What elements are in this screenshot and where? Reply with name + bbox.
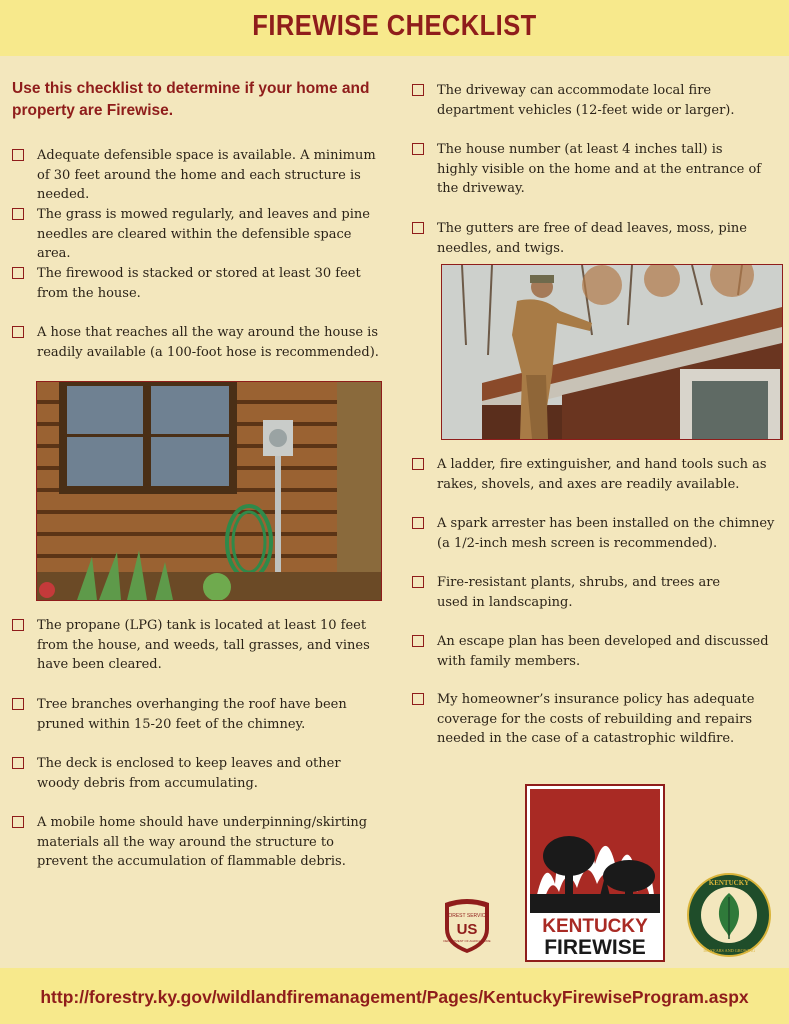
division-of-forestry-seal [687, 873, 771, 957]
checkbox[interactable] [12, 208, 24, 220]
checklist-item[interactable]: The firewood is stacked or stored at least 30 feet from the house. [12, 264, 382, 303]
checkbox[interactable] [12, 267, 24, 279]
checklist-item[interactable]: My homeowner’s insurance policy has adequate coverage for the costs of rebuilding and repairs needed in the case of a catastrophic wildfire. [412, 690, 782, 749]
checklist-item[interactable]: The driveway can accommodate local fire department vehicles (12-feet wide or larger). [412, 81, 782, 120]
seal-bottom-text: 100 YEARS AND GROWING [702, 948, 756, 953]
usfs-bottom-text: DEPARTMENT OF AGRICULTURE [443, 939, 491, 943]
checklist-item[interactable]: A spark arrester has been installed on the chimney (a 1/2-inch mesh screen is recommended). [412, 514, 782, 553]
seal-top-text: KENTUCKY [708, 879, 750, 887]
checklist-item[interactable]: The propane (LPG) tank is located at least 10 feet from the house, and weeds, tall grasses, and vines have been cleared. [12, 616, 382, 675]
kentucky-firewise-logo [525, 784, 665, 962]
checklist-item[interactable]: The gutters are free of dead leaves, moss, pine needles, and twigs. [412, 219, 772, 258]
checklist-item[interactable]: Adequate defensible space is available. A minimum of 30 feet around the home and each structure is needed. [12, 146, 382, 205]
firewise-logo-line1: KENTUCKY [542, 916, 648, 937]
checkbox[interactable] [12, 816, 24, 828]
usfs-shield-logo [441, 897, 493, 955]
checkbox[interactable] [412, 517, 424, 529]
checkbox[interactable] [412, 458, 424, 470]
checkbox[interactable] [12, 619, 24, 631]
checkbox[interactable] [412, 693, 424, 705]
checkbox[interactable] [12, 326, 24, 338]
checklist-item[interactable]: The grass is mowed regularly, and leaves and pine needles are cleared within the defensible space area. [12, 205, 382, 264]
checklist-item[interactable]: The deck is enclosed to keep leaves and other woody debris from accumulating. [12, 754, 382, 793]
checklist-item[interactable]: Fire-resistant plants, shrubs, and trees are used in landscaping. [412, 573, 742, 612]
checkbox[interactable] [412, 222, 424, 234]
checklist-item[interactable]: A hose that reaches all the way around the house is readily available (a 100-foot hose is recommended). [12, 323, 382, 362]
checklist-item[interactable]: A mobile home should have underpinning/skirting materials all the way around the structure to prevent the accumulation of flammable debris. [12, 813, 382, 872]
checklist-item[interactable]: An escape plan has been developed and discussed with family members. [412, 632, 782, 671]
checkbox[interactable] [412, 635, 424, 647]
checkbox[interactable] [12, 757, 24, 769]
usfs-top-text: FOREST SERVICE [445, 913, 489, 919]
gutter-cleaning-photo [441, 264, 783, 440]
checklist-item[interactable]: Tree branches overhanging the roof have been pruned within 15-20 feet of the chimney. [12, 695, 382, 734]
intro-heading: Use this checklist to determine if your home and property are Firewise. [12, 80, 370, 119]
checkbox[interactable] [412, 576, 424, 588]
usfs-mid-text: US [456, 921, 478, 938]
footer-url-link[interactable]: http://forestry.ky.gov/wildlandfiremanagement/Pages/KentuckyFirewiseProgram.aspx [40, 987, 749, 1007]
checkbox[interactable] [412, 84, 424, 96]
checkbox[interactable] [412, 143, 424, 155]
checklist-item[interactable]: A ladder, fire extinguisher, and hand tools such as rakes, shovels, and axes are readily available. [412, 455, 782, 494]
page-title: FIREWISE CHECKLIST [252, 10, 537, 42]
checkbox[interactable] [12, 698, 24, 710]
firewise-logo-line2: FIREWISE [544, 936, 646, 959]
log-cabin-hose-photo [36, 381, 382, 601]
checkbox[interactable] [12, 149, 24, 161]
checklist-item[interactable]: The house number (at least 4 inches tall) is highly visible on the home and at the entrance of the driveway. [412, 140, 762, 199]
